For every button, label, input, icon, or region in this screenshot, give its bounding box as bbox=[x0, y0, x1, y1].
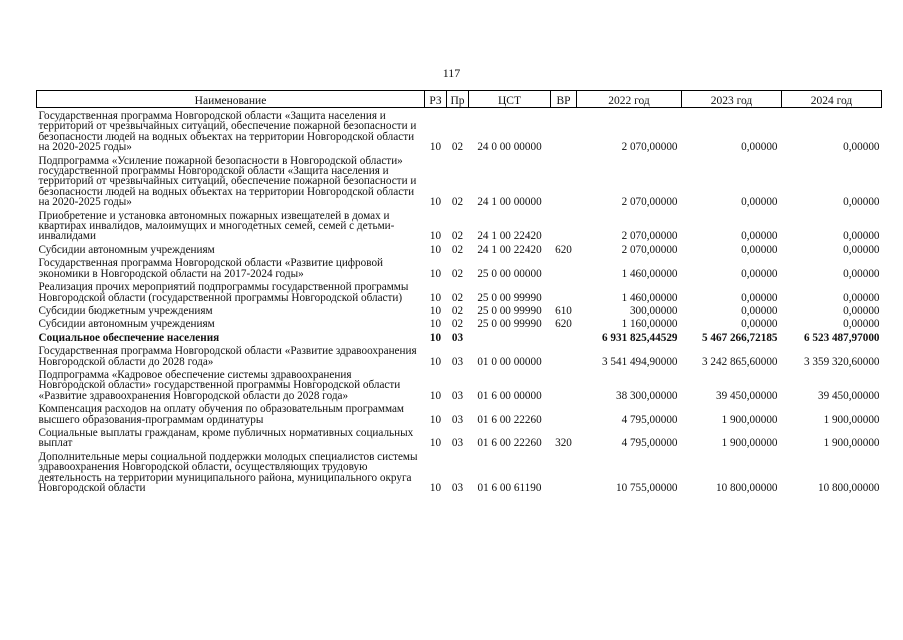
cell-2023: 0,00000 bbox=[741, 291, 778, 304]
cell-name: Дополнительные меры социальной поддержки молодых специалистов системы здравоохранения Новгородской области, осуществляющих трудовую деятельность на территории муниципального района, муниципального округа Новгородской области bbox=[38, 450, 418, 494]
cell-pr: 03 bbox=[451, 437, 464, 450]
cell-2022: 38 300,00000 bbox=[615, 389, 678, 402]
cell-name: Реализация прочих мероприятий подпрограммы государственной программы Новгородской области (государственной программы Новгородской области) bbox=[38, 281, 409, 304]
cell-rz: 10 bbox=[429, 355, 442, 368]
page-number: 117 bbox=[442, 66, 461, 80]
cell-cst: 01 6 00 00000 bbox=[477, 389, 542, 402]
header-pr: Пр bbox=[447, 91, 469, 108]
cell-vr bbox=[551, 108, 577, 153]
cell-2023: 0,00000 bbox=[741, 196, 778, 209]
cell-name: Компенсация расходов на оплату обучения по образовательным программам высшего образования-программам ординатуры bbox=[38, 403, 405, 426]
cell-rz: 10 bbox=[429, 267, 442, 280]
cell-rz: 10 bbox=[429, 141, 442, 154]
header-rz: РЗ bbox=[425, 91, 447, 108]
cell-cst: 25 0 00 00000 bbox=[477, 267, 542, 280]
cell-vr bbox=[551, 279, 577, 303]
cell-2022: 1 460,00000 bbox=[621, 267, 678, 280]
cell-2024: 0,00000 bbox=[843, 291, 880, 304]
cell-vr bbox=[551, 343, 577, 367]
cell-pr: 02 bbox=[451, 304, 464, 317]
cell-rz: 10 bbox=[429, 318, 442, 331]
cell-2022: 300,00000 bbox=[629, 304, 678, 317]
cell-cst: 01 0 00 00000 bbox=[477, 355, 542, 368]
cell-2022: 1 160,00000 bbox=[621, 318, 678, 331]
cell-rz: 10 bbox=[429, 196, 442, 209]
cell-rz: 10 bbox=[429, 389, 442, 402]
cell-name: Государственная программа Новгородской области «Развитие цифровой экономики в Новгородской области на 2017-2024 годы» bbox=[38, 257, 384, 280]
table-header-row bbox=[37, 91, 882, 108]
cell-vr bbox=[551, 401, 577, 425]
cell-vr bbox=[551, 255, 577, 279]
cell-pr: 02 bbox=[451, 318, 464, 331]
cell-pr: 02 bbox=[451, 196, 464, 209]
cell-cst: 01 6 00 61190 bbox=[477, 482, 542, 494]
cell-2022: 2 070,00000 bbox=[621, 196, 678, 209]
cell-2023: 10 800,00000 bbox=[715, 482, 778, 494]
cell-name: Государственная программа Новгородской области «Развитие здравоохранения Новгородской области до 2028 года» bbox=[38, 345, 417, 368]
cell-2024: 3 359 320,60000 bbox=[803, 355, 880, 368]
cell-rz: 10 bbox=[429, 243, 442, 256]
cell-2022: 10 755,00000 bbox=[615, 482, 678, 494]
cell-pr: 02 bbox=[451, 243, 464, 256]
cell-2023: 0,00000 bbox=[741, 230, 778, 243]
table-row bbox=[37, 208, 882, 242]
cell-name: Субсидии автономным учреждениям bbox=[38, 318, 215, 331]
cell-rz: 10 bbox=[429, 331, 442, 344]
cell-2024: 0,00000 bbox=[843, 141, 880, 154]
cell-2024: 0,00000 bbox=[843, 304, 880, 317]
cell-2022: 6 931 825,44529 bbox=[601, 331, 678, 344]
cell-2023: 1 900,00000 bbox=[721, 413, 778, 426]
cell-pr: 03 bbox=[451, 331, 464, 344]
cell-pr: 02 bbox=[451, 291, 464, 304]
cell-cst: 01 6 00 22260 bbox=[477, 437, 542, 450]
table-row bbox=[37, 279, 882, 303]
cell-pr: 03 bbox=[451, 482, 464, 494]
cell-pr: 02 bbox=[451, 230, 464, 243]
cell-vr bbox=[551, 449, 577, 494]
table-row bbox=[37, 108, 882, 153]
cell-2024: 0,00000 bbox=[843, 243, 880, 256]
cell-name: Подпрограмма «Кадровое обеспечение системы здравоохранения Новгородской области» государственной программы Новгородской области «Развитие здравоохранения Новгородской области до 2028 года» bbox=[38, 368, 401, 402]
cell-2024: 0,00000 bbox=[843, 267, 880, 280]
cell-vr: 620 bbox=[555, 243, 572, 256]
cell-cst: 01 6 00 22260 bbox=[477, 413, 542, 426]
table-body bbox=[37, 108, 882, 494]
budget-table bbox=[36, 90, 882, 493]
table-row bbox=[37, 425, 882, 449]
cell-name: Государственная программа Новгородской области «Защита населения и территорий от чрезвычайных ситуаций, обеспечение пожарной безопасности и безопасности людей на водных объектах на территории Новгородской области на 2020-2025 годы» bbox=[38, 110, 417, 154]
cell-name: Приобретение и установка автономных пожарных извещателей в домах и квартирах инвалидов, малоимущих и многодетных семей, семей с детьми-инвалидами bbox=[38, 209, 395, 243]
cell-rz: 10 bbox=[429, 304, 442, 317]
cell-rz: 10 bbox=[429, 230, 442, 243]
cell-cst: 25 0 00 99990 bbox=[477, 318, 542, 331]
cell-2024: 0,00000 bbox=[843, 230, 880, 243]
header-name: Наименование bbox=[37, 91, 425, 108]
cell-2024: 10 800,00000 bbox=[817, 482, 880, 494]
budget-table-container bbox=[36, 90, 881, 493]
table-row bbox=[37, 343, 882, 367]
header-2024: 2024 год bbox=[782, 91, 882, 108]
cell-vr: 320 bbox=[555, 437, 572, 450]
header-2022: 2022 год bbox=[577, 91, 682, 108]
cell-rz: 10 bbox=[429, 291, 442, 304]
cell-2023: 0,00000 bbox=[741, 267, 778, 280]
cell-2024: 0,00000 bbox=[843, 196, 880, 209]
header-cst: ЦСТ bbox=[469, 91, 551, 108]
cell-pr: 02 bbox=[451, 267, 464, 280]
cell-vr: 620 bbox=[555, 318, 572, 331]
cell-2023: 0,00000 bbox=[741, 141, 778, 154]
cell-cst: 24 1 00 22420 bbox=[477, 243, 542, 256]
cell-2023: 0,00000 bbox=[741, 304, 778, 317]
cell-2024: 0,00000 bbox=[843, 318, 880, 331]
cell-2022: 2 070,00000 bbox=[621, 243, 678, 256]
table-row bbox=[37, 316, 882, 329]
cell-cst: 24 1 00 00000 bbox=[477, 196, 542, 209]
cell-rz: 10 bbox=[429, 482, 442, 494]
cell-pr: 03 bbox=[451, 389, 464, 402]
cell-2024: 6 523 487,97000 bbox=[803, 331, 880, 344]
cell-vr bbox=[551, 153, 577, 208]
cell-2022: 3 541 494,90000 bbox=[601, 355, 678, 368]
cell-2022: 1 460,00000 bbox=[621, 291, 678, 304]
cell-2023: 1 900,00000 bbox=[721, 437, 778, 450]
table-row bbox=[37, 242, 882, 255]
cell-cst: 25 0 00 99990 bbox=[477, 304, 542, 317]
cell-2023: 0,00000 bbox=[741, 243, 778, 256]
cell-cst: 25 0 00 99990 bbox=[477, 291, 542, 304]
table-row bbox=[37, 367, 882, 401]
header-vr: ВР bbox=[551, 91, 577, 108]
table-row bbox=[37, 401, 882, 425]
table-row bbox=[37, 330, 882, 343]
table-row bbox=[37, 303, 882, 316]
cell-vr bbox=[551, 208, 577, 242]
cell-2023: 39 450,00000 bbox=[715, 389, 778, 402]
cell-2022: 4 795,00000 bbox=[621, 413, 678, 426]
cell-vr bbox=[551, 367, 577, 401]
cell-2023: 3 242 865,60000 bbox=[701, 355, 778, 368]
cell-name: Социальные выплаты гражданам, кроме публичных нормативных социальных выплат bbox=[38, 426, 414, 450]
header-2023: 2023 год bbox=[682, 91, 782, 108]
cell-name: Субсидии бюджетным учреждениям bbox=[38, 304, 213, 317]
table-row bbox=[37, 255, 882, 279]
cell-2022: 2 070,00000 bbox=[621, 141, 678, 154]
cell-2024: 1 900,00000 bbox=[823, 413, 880, 426]
cell-name: Подпрограмма «Усиление пожарной безопасности в Новгородской области» государственной программы Новгородской области «Защита населения и территорий от чрезвычайных ситуаций, обеспечение пожарной безопасности и безопасности людей на водных объектах на территории Новгородской области на 2020-2025 годы» bbox=[38, 154, 417, 209]
cell-2022: 2 070,00000 bbox=[621, 230, 678, 243]
table-row bbox=[37, 449, 882, 494]
cell-2023: 0,00000 bbox=[741, 318, 778, 331]
cell-name: Социальное обеспечение населения bbox=[38, 331, 220, 344]
cell-2022: 4 795,00000 bbox=[621, 437, 678, 450]
cell-vr bbox=[551, 330, 577, 343]
cell-name: Субсидии автономным учреждениям bbox=[38, 243, 215, 256]
cell-pr: 03 bbox=[451, 413, 464, 426]
cell-pr: 02 bbox=[451, 141, 464, 154]
cell-rz: 10 bbox=[429, 437, 442, 450]
cell-cst bbox=[469, 330, 551, 343]
cell-2023: 5 467 266,72185 bbox=[701, 331, 778, 344]
cell-cst: 24 1 00 22420 bbox=[477, 230, 542, 243]
cell-pr: 03 bbox=[451, 355, 464, 368]
cell-rz: 10 bbox=[429, 413, 442, 426]
cell-cst: 24 0 00 00000 bbox=[477, 141, 542, 154]
cell-2024: 1 900,00000 bbox=[823, 437, 880, 450]
cell-vr: 610 bbox=[555, 304, 572, 317]
cell-2024: 39 450,00000 bbox=[817, 389, 880, 402]
table-row bbox=[37, 153, 882, 208]
